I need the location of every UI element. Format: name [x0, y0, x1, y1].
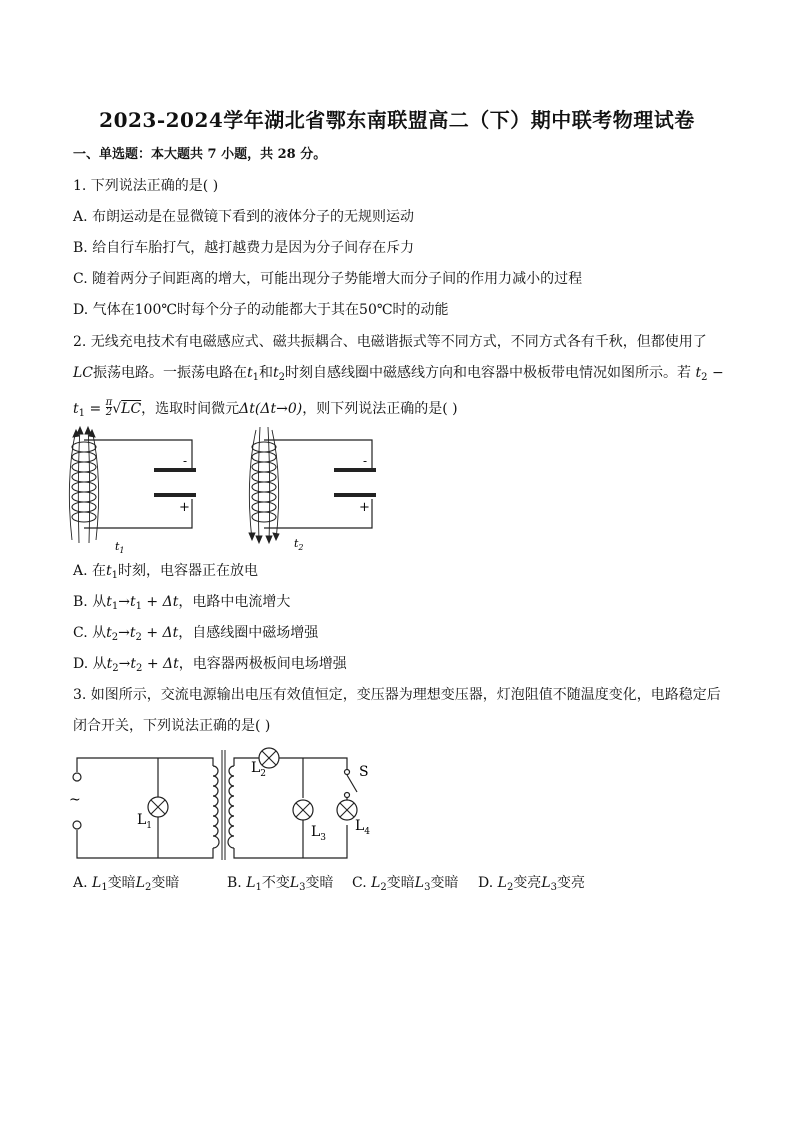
q2-stem-line2: LC振荡电路。一振荡电路在$t_1$和$t_2$时刻自感线圈中磁感线方向和电容器中极板带电情况如图所示。若 $t_2$ −	[73, 365, 724, 383]
q3-options	[73, 872, 585, 893]
circuit-t2	[249, 427, 376, 552]
q2-option-b: B. 从$t_1\to t_1 + \Delta t$，电路中电流增大	[73, 594, 291, 612]
q2-stem-line1: 2. 无线充电技术有电磁感应式、磁共振耦合、电磁谐振式等不同方式，不同方式各有千秋，但都使用了	[73, 334, 707, 350]
q2-line2-d: 时刻自感线圈中磁感线方向和电容器中极板带电情况如图所示。若	[285, 365, 692, 381]
q1-d-temp2: 50℃	[359, 302, 393, 318]
label-l1: $L_1$	[137, 812, 153, 831]
lc-circuit-figure	[62, 425, 392, 557]
plate-plus-2: +	[359, 500, 370, 515]
label-l4: $L_4$	[355, 818, 371, 837]
label-switch-s: S	[359, 764, 369, 780]
q3-option-a: A. $L_1$变暗$L_2$变暗	[73, 875, 180, 893]
q2-line2-c: 和	[259, 365, 274, 381]
q2-stem-line3: $t_1$ = $\frac{\pi}{2}$ √LC，选取时间微元Δt(Δt→0)，则下列说法正确的是( )	[73, 397, 458, 419]
q1-option-a: A. 布朗运动是在显微镜下看到的液体分子的无规则运动	[73, 209, 415, 225]
coil-1	[72, 442, 96, 522]
label-l3: $L_3$	[311, 824, 327, 843]
page-title: 2023-2024学年湖北省鄂东南联盟高二（下）期中联考物理试卷	[99, 108, 695, 132]
plate-minus-1: -	[183, 454, 188, 468]
q1-d-post: 时的动能	[392, 302, 449, 318]
q1-option-c: C. 随着两分子间距离的增大，可能出现分子势能增大而分子间的作用力减小的过程	[73, 271, 583, 287]
q2-option-c: C. 从$t_2\to t_2 + \Delta t$，自感线圈中磁场增强	[73, 625, 319, 643]
q3-option-b: B. $L_1$不变$L_3$变暗	[227, 875, 334, 893]
q1-option-b: B. 给自行车胎打气，越打越费力是因为分子间存在斥力	[73, 240, 415, 256]
circuit-t1	[69, 427, 196, 555]
q3-option-d: D. $L_2$变亮$L_3$变亮	[478, 875, 585, 893]
plate-plus-1: +	[179, 500, 190, 515]
q2-option-a: A. 在$t_1$时刻，电容器正在放电	[73, 563, 259, 581]
q2-line3-c: ，则下列说法正确的是( )	[302, 401, 458, 417]
q3-stem-line2: 闭合开关，下列说法正确的是( )	[73, 718, 271, 734]
q1-d-mid: 时每个分子的动能都大于其在	[177, 302, 360, 318]
label-l2: $L_2$	[251, 760, 267, 779]
q2-option-d: D. 从$t_2\to t_2 + \Delta t$，电容器两极板间电场增强	[73, 656, 347, 674]
plate-minus-2: -	[363, 454, 368, 468]
section-heading: 一、单选题：本大题共 7 小题，共 28 分。	[73, 147, 327, 162]
q2-lc: LC	[73, 365, 94, 381]
q1-option-d	[73, 301, 449, 319]
transformer-circuit-figure	[65, 740, 385, 868]
q3-stem-line1: 3. 如图所示，交流电源输出电压有效值恒定，变压器为理想变压器，灯泡阻值不随温度变化，电路稳定后	[73, 687, 721, 703]
q1-stem: 1. 下列说法正确的是( )	[73, 178, 219, 194]
q1-d-pre: D. 气体在	[73, 302, 135, 318]
q1-d-temp1: 100℃	[134, 302, 178, 318]
coil-2	[252, 442, 276, 522]
fig-label-t2: $t_2$	[294, 537, 304, 552]
ac-source-symbol: ~	[69, 792, 81, 808]
fig-label-t1: $t_1$	[115, 540, 125, 555]
q2-line3-b: ，选取时间微元	[141, 401, 240, 417]
q3-option-c: C. $L_2$变暗$L_3$变暗	[352, 875, 459, 893]
q2-line2-b: 振荡电路。一振荡电路在	[93, 365, 248, 381]
